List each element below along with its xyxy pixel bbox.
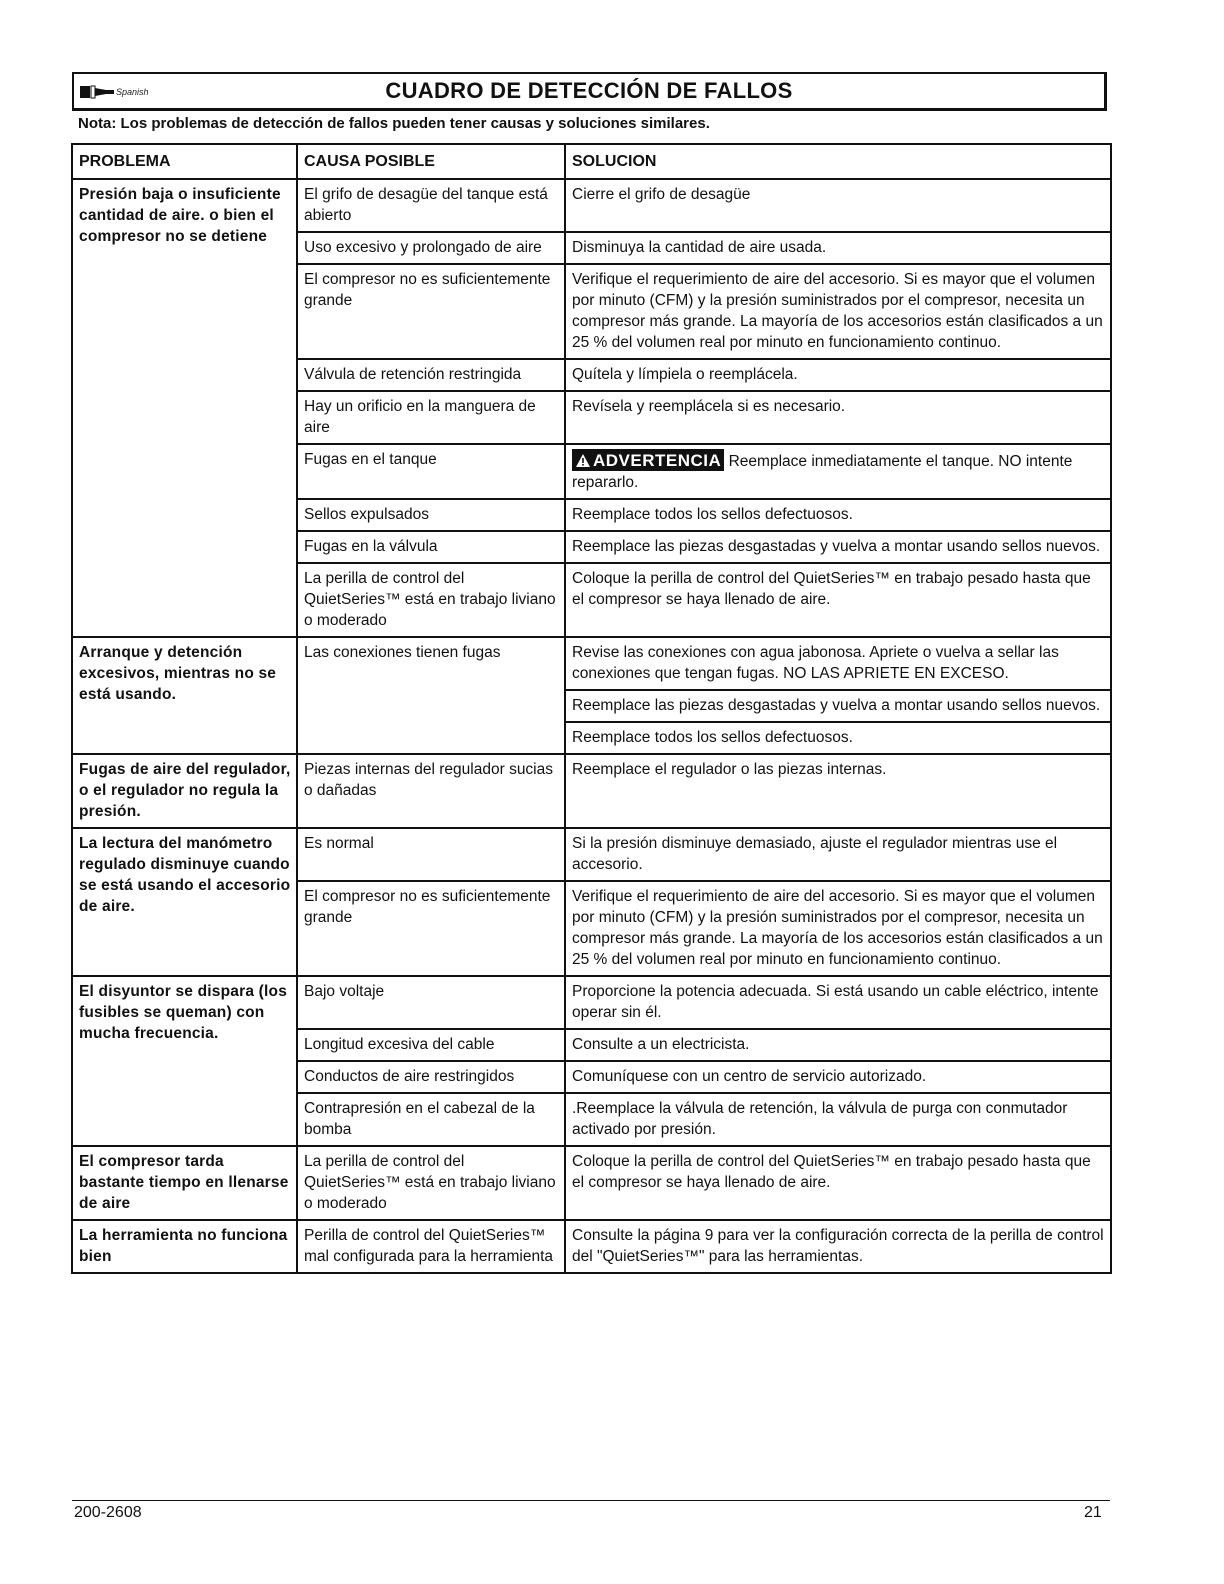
cause-cell: Fugas en la válvula	[297, 531, 565, 563]
solution-cell: Reemplace las piezas desgastadas y vuelva a montar usando sellos nuevos.	[565, 531, 1111, 563]
table-row	[72, 828, 1111, 881]
note-text: Nota: Los problemas de detección de fallos pueden tener causas y soluciones similares.	[78, 115, 710, 132]
cause-cell: La perilla de control del QuietSeries™ está en trabajo liviano o moderado	[297, 1146, 565, 1220]
cause-cell: El grifo de desagüe del tanque está abierto	[297, 179, 565, 232]
warning-label: ADVERTENCIA	[593, 451, 722, 470]
solution-cell: Si la presión disminuye demasiado, ajuste el regulador mientras use el accesorio.	[565, 828, 1111, 881]
cause-cell: Sellos expulsados	[297, 499, 565, 531]
cause-cell: Válvula de retención restringida	[297, 359, 565, 391]
problem-cell: Arranque y detención excesivos, mientras no se está usando.	[72, 637, 297, 754]
footer-rule	[72, 1500, 1110, 1501]
solution-cell: Cierre el grifo de desagüe	[565, 179, 1111, 232]
document-number: 200-2608	[74, 1504, 142, 1521]
solution-cell: Coloque la perilla de control del QuietSeries™ en trabajo pesado hasta que el compresor se haya llenado de aire.	[565, 1146, 1111, 1220]
problem-cell: La herramienta no funciona bien	[72, 1220, 297, 1273]
cause-cell: Uso excesivo y prolongado de aire	[297, 232, 565, 264]
solution-cell: Consulte a un electricista.	[565, 1029, 1111, 1061]
solution-cell: Revísela y reemplácela si es necesario.	[565, 391, 1111, 444]
cause-cell: Conductos de aire restringidos	[297, 1061, 565, 1093]
troubleshooting-table-wrap	[71, 143, 1110, 1274]
troubleshooting-table	[71, 143, 1112, 1274]
solution-cell: Revise las conexiones con agua jabonosa. Apriete o vuelva a sellar las conexiones que tengan fugas. NO LAS APRIETE EN EXCESO.	[565, 637, 1111, 690]
page-number: 21	[1084, 1504, 1102, 1521]
cause-cell: Bajo voltaje	[297, 976, 565, 1029]
solution-cell: Verifique el requerimiento de aire del accesorio. Si es mayor que el volumen por minuto (CFM) y la presión suministrados por el compresor, necesita un compresor más grande. La mayoría de los accesorios están clasificados a un 25 % del volumen real por minuto en funcionamiento continuo.	[565, 881, 1111, 976]
cause-cell: Piezas internas del regulador sucias o dañadas	[297, 754, 565, 828]
solution-cell: Reemplace todos los sellos defectuosos.	[565, 722, 1111, 754]
problem-cell: La lectura del manómetro regulado disminuye cuando se está usando el accesorio de aire.	[72, 828, 297, 976]
cause-cell: Es normal	[297, 828, 565, 881]
solution-cell: .Reemplace la válvula de retención, la válvula de purga con conmutador activado por presión.	[565, 1093, 1111, 1146]
table-row	[72, 1220, 1111, 1273]
cause-cell: Contrapresión en el cabezal de la bomba	[297, 1093, 565, 1146]
column-header-problem: PROBLEMA	[72, 144, 297, 179]
cause-cell: Hay un orificio en la manguera de aire	[297, 391, 565, 444]
table-row	[72, 1146, 1111, 1220]
cause-cell: Perilla de control del QuietSeries™ mal configurada para la herramienta	[297, 1220, 565, 1273]
problem-cell: El compresor tarda bastante tiempo en llenarse de aire	[72, 1146, 297, 1220]
problem-cell: Presión baja o insuficiente cantidad de aire. o bien el compresor no se detiene	[72, 179, 297, 637]
problem-cell: El disyuntor se dispara (los fusibles se queman) con mucha frecuencia.	[72, 976, 297, 1146]
solution-cell: Consulte la página 9 para ver la configuración correcta de la perilla de control del "QuietSeries™" para las herramientas.	[565, 1220, 1111, 1273]
warning-solution-text: Reemplace inmediatamente el tanque. NO intente repararlo.	[572, 453, 1073, 491]
problem-cell: Fugas de aire del regulador, o el regulador no regula la presión.	[72, 754, 297, 828]
column-header-cause: CAUSA POSIBLE	[297, 144, 565, 179]
table-row	[72, 754, 1111, 828]
table-row	[72, 637, 1111, 690]
solution-cell: Proporcione la potencia adecuada. Si está usando un cable eléctrico, intente operar sin él.	[565, 976, 1111, 1029]
cause-cell: El compresor no es suficientemente grande	[297, 264, 565, 359]
warning-badge	[572, 449, 724, 471]
cause-cell: Longitud excesiva del cable	[297, 1029, 565, 1061]
section-header	[72, 72, 1107, 111]
language-label: Spanish	[116, 87, 149, 97]
warning-triangle-icon	[575, 453, 591, 468]
table-row	[72, 179, 1111, 232]
solution-cell: Reemplace el regulador o las piezas internas.	[565, 754, 1111, 828]
solution-cell: Quítela y límpiela o reemplácela.	[565, 359, 1111, 391]
column-header-solution: SOLUCION	[565, 144, 1111, 179]
solution-cell: Reemplace todos los sellos defectuosos.	[565, 499, 1111, 531]
solution-cell-warning	[565, 444, 1111, 499]
solution-cell: Coloque la perilla de control del QuietSeries™ en trabajo pesado hasta que el compresor se haya llenado de aire.	[565, 563, 1111, 637]
solution-cell: Reemplace las piezas desgastadas y vuelva a montar usando sellos nuevos.	[565, 690, 1111, 722]
table-row	[72, 976, 1111, 1029]
cause-cell: La perilla de control del QuietSeries™ está en trabajo liviano o moderado	[297, 563, 565, 637]
solution-cell: Comuníquese con un centro de servicio autorizado.	[565, 1061, 1111, 1093]
page-title: CUADRO DE DETECCIÓN DE FALLOS	[385, 78, 793, 103]
table-header-row	[72, 144, 1111, 179]
solution-cell: Disminuya la cantidad de aire usada.	[565, 232, 1111, 264]
cause-cell: Fugas en el tanque	[297, 444, 565, 499]
cause-cell: Las conexiones tienen fugas	[297, 637, 565, 754]
cause-cell: El compresor no es suficientemente grande	[297, 881, 565, 976]
solution-cell: Verifique el requerimiento de aire del accesorio. Si es mayor que el volumen por minuto (CFM) y la presión suministrados por el compresor, necesita un compresor más grande. La mayoría de los accesorios están clasificados a un 25 % del volumen real por minuto en funcionamiento continuo.	[565, 264, 1111, 359]
